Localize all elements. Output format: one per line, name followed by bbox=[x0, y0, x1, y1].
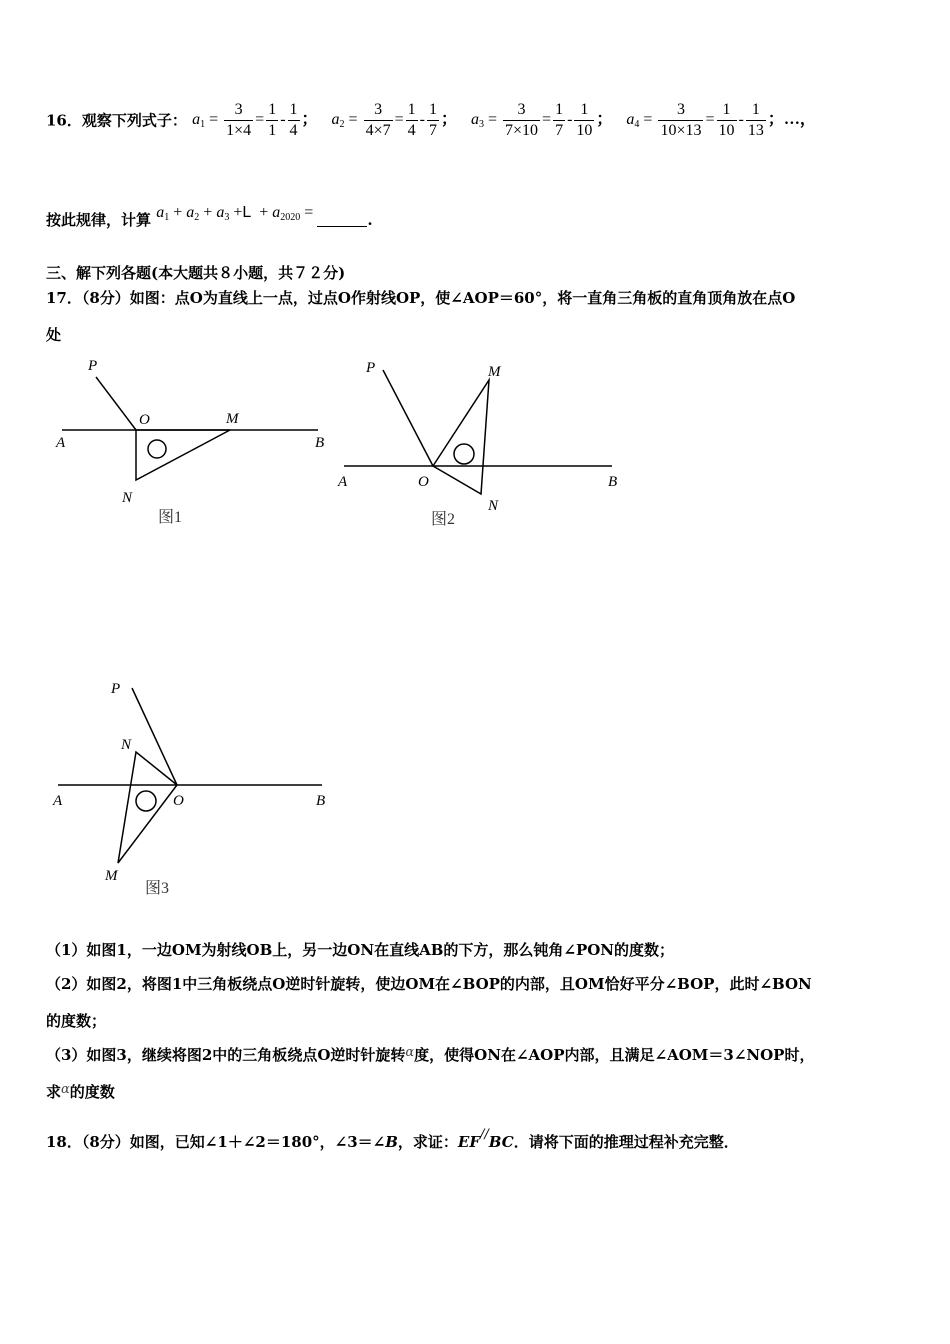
fig2-caption: 图2 bbox=[431, 511, 456, 528]
q17-sub2-cont: 的度数； bbox=[46, 1012, 107, 1030]
fig2-triangle bbox=[433, 380, 489, 494]
q16-sum-expression: $a_1 + a_2 + a_3 +L + a_{2020}$ = bbox=[156, 204, 318, 223]
fig3-label-n: N bbox=[121, 737, 132, 753]
fig1-label-p: P bbox=[88, 358, 98, 374]
fig3-label-m: M bbox=[105, 868, 118, 884]
section-heading: 三、解下列各题(本大题共８小题，共７２分) bbox=[46, 264, 346, 282]
q16-term-3: $a_3$ = $\frac{3}{7\times 10}$ = $\frac{1}{7}$ - $\frac{1}{10}$ ； bbox=[470, 101, 613, 139]
q17-sub3-cont: 求α的度数 bbox=[46, 1082, 115, 1101]
fig3-label-p: P bbox=[111, 681, 121, 697]
fig2-hole bbox=[454, 444, 474, 464]
q17-sub3: （3）如图3，继续将图2中的三角板绕点O逆时针旋转α度，使得ON在∠AOP内部，且满足∠AOM＝3∠NOP时， bbox=[46, 1045, 815, 1064]
fig3-hole bbox=[136, 791, 156, 811]
fig3-ray-op bbox=[132, 688, 177, 785]
q16-term-2: $a_2$ = $\frac{3}{4\times 7}$ = $\frac{1}{4}$ - $\frac{1}{7}$ ； bbox=[331, 101, 457, 139]
q17-stem-cont: 处 bbox=[46, 326, 62, 344]
q16-term-4: $a_4$ = $\frac{3}{10\times 13}$ = $\frac{1}{10}$ - $\frac{1}{13}$ ；…， bbox=[626, 101, 816, 139]
fig3-label-a: A bbox=[53, 793, 63, 809]
fig2-label-p: P bbox=[366, 360, 376, 376]
fig1-caption: 图1 bbox=[158, 509, 183, 526]
fig2-label-b: B bbox=[608, 474, 618, 490]
q18-stem: 18．（8分）如图，已知∠1＋∠2＝180°，∠3＝∠B，求证：EF//BC．请将下面的推理过程补充完整． bbox=[46, 1127, 739, 1151]
fig2-label-n: N bbox=[488, 498, 499, 514]
fig1-label-o: O bbox=[139, 412, 150, 428]
fig1-label-m: M bbox=[226, 411, 239, 427]
q16-term-1: $a_1$ = $\frac{3}{1\times 4}$ = $\frac{1}{1}$ - $\frac{1}{4}$ ； bbox=[192, 101, 318, 139]
q17-stem: 17．（8分）如图：点O为直线上一点，过点O作射线OP，使∠AOP＝60°，将一直角三角板的直角顶角放在点O bbox=[46, 289, 796, 307]
q17-sub2: （2）如图2，将图1中三角板绕点O逆时针旋转，使边OM在∠BOP的内部，且OM恰好平分∠BOP，此时∠BON bbox=[46, 975, 812, 993]
q16-line2: 按此规律，计算 $a_1 + a_2 + a_3 +L + a_{2020}$ = . bbox=[46, 204, 373, 229]
fig1-hole bbox=[148, 440, 166, 458]
fig3-triangle bbox=[118, 752, 177, 863]
q16-line2-prefix: 按此规律，计算 bbox=[46, 211, 152, 229]
fig2-label-a: A bbox=[338, 474, 348, 490]
fig2-label-o: O bbox=[418, 474, 429, 490]
fig3-label-o: O bbox=[173, 793, 184, 809]
fig1-label-a: A bbox=[56, 435, 66, 451]
fig1-label-b: B bbox=[315, 435, 325, 451]
q17-sub1: （1）如图1，一边OM为射线OB上，另一边ON在直线AB的下方，那么钝角∠PON的度数； bbox=[46, 941, 675, 959]
q16-prefix: 16．观察下列式子： bbox=[46, 111, 187, 130]
fig1-ray-op bbox=[96, 377, 136, 430]
fig3-caption: 图3 bbox=[145, 880, 170, 897]
fig2-ray-op bbox=[383, 370, 433, 466]
fig2-label-m: M bbox=[488, 364, 501, 380]
fig3-label-b: B bbox=[316, 793, 326, 809]
fig1-label-n: N bbox=[122, 490, 133, 506]
